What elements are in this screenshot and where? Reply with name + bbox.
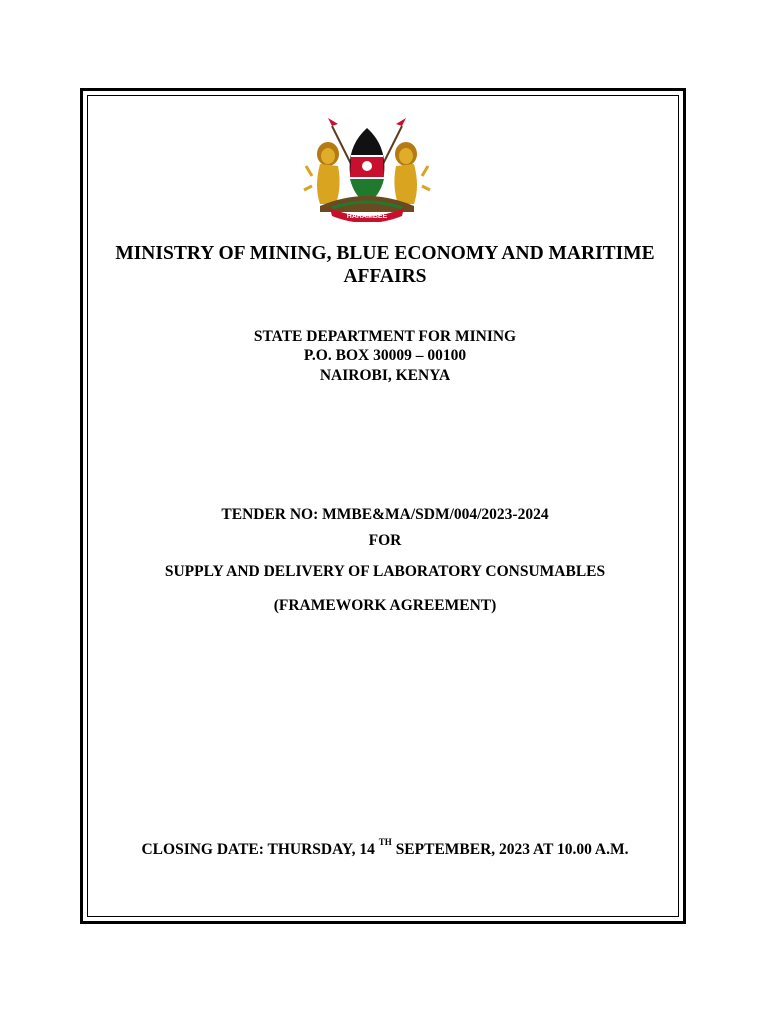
right-lion-icon [394,142,430,204]
tender-subject: SUPPLY AND DELIVERY OF LABORATORY CONSUMABLES [164,563,606,580]
closing-date-suffix: SEPTEMBER, 2023 AT 10.00 A.M. [395,841,629,858]
ministry-name-line1: MINISTRY OF MINING, BLUE ECONOMY AND MARITIME [115,243,655,264]
shield-icon [350,128,385,204]
tender-number: TENDER NO: MMBE&MA/SDM/004/2023-2024 [221,506,549,523]
kenya-coat-of-arms [302,116,432,222]
left-lion-icon [304,142,340,204]
department-name: STATE DEPARTMENT FOR MINING [253,328,517,345]
city: NAIROBI, KENYA [319,367,451,384]
po-box: P.O. BOX 30009 – 00100 [303,347,467,364]
ministry-name-line2: AFFAIRS [343,266,427,287]
closing-date-prefix: CLOSING DATE: THURSDAY, 14 [141,841,375,858]
tender-for: FOR [368,532,402,549]
motto-text: HARAMBEE [346,213,388,220]
closing-date-ordinal: TH [378,837,392,847]
tender-type: (FRAMEWORK AGREEMENT) [273,597,497,614]
closing-date [80,837,690,859]
